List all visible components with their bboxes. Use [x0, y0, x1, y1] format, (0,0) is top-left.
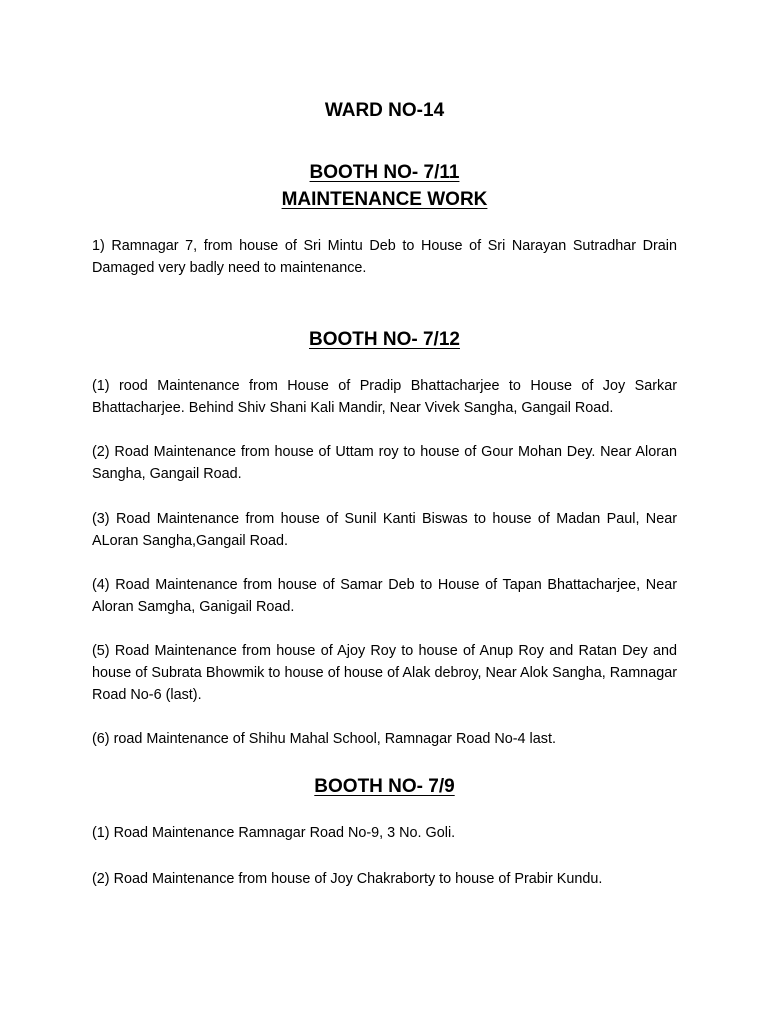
ward-title: [92, 99, 677, 123]
booth-7-12-item-6: (6) road Maintenance of Shihu Mahal School, Ramnagar Road No-4 last.: [92, 731, 556, 747]
ward-title-text: WARD NO-14: [324, 100, 445, 121]
booth-heading-text: BOOTH NO- 7/12: [309, 329, 460, 350]
booth-7-9-item-2: (2) Road Maintenance from house of Joy Chakraborty to house of Prabir Kundu.: [92, 871, 603, 887]
booth-heading-text: BOOTH NO- 7/9: [314, 776, 455, 797]
booth-7-12-item-5: (5) Road Maintenance from house of Ajoy Roy to house of Anup Roy and Ratan Dey and house of Subrata Bhowmik to house of house of Alak debroy, Near Alok Sangha, Ramnagar Road No-6 (last).: [92, 643, 677, 703]
maintenance-work-heading: [92, 188, 677, 212]
booth-heading-7-12: [92, 328, 677, 352]
booth-heading-7-11: [92, 161, 677, 185]
booth-7-12-item-1: (1) rood Maintenance from House of Pradip Bhattacharjee to House of Joy Sarkar Bhattacharjee. Behind Shiv Shani Kali Mandir, Near Vivek Sangha, Gangail Road.: [92, 378, 677, 416]
booth-7-12-item-2: (2) Road Maintenance from house of Uttam roy to house of Gour Mohan Dey. Near Aloran Sangha, Gangail Road.: [92, 444, 677, 482]
booth-7-12-item-4: (4) Road Maintenance from house of Samar Deb to House of Tapan Bhattacharjee, Near Aloran Samgha, Ganigail Road.: [92, 577, 677, 615]
booth-heading-text: BOOTH NO- 7/11: [309, 162, 460, 183]
maintenance-work-text: MAINTENANCE WORK: [281, 189, 488, 210]
booth-7-11-item-1: 1) Ramnagar 7, from house of Sri Mintu Deb to House of Sri Narayan Sutradhar Drain Damaged very badly need to maintenance.: [92, 238, 677, 276]
booth-7-9-item-1: (1) Road Maintenance Ramnagar Road No-9, 3 No. Goli.: [92, 825, 456, 841]
booth-7-12-item-3: (3) Road Maintenance from house of Sunil Kanti Biswas to house of Madan Paul, Near ALoran Sangha,Gangail Road.: [92, 511, 677, 549]
booth-heading-7-9: [92, 775, 677, 799]
